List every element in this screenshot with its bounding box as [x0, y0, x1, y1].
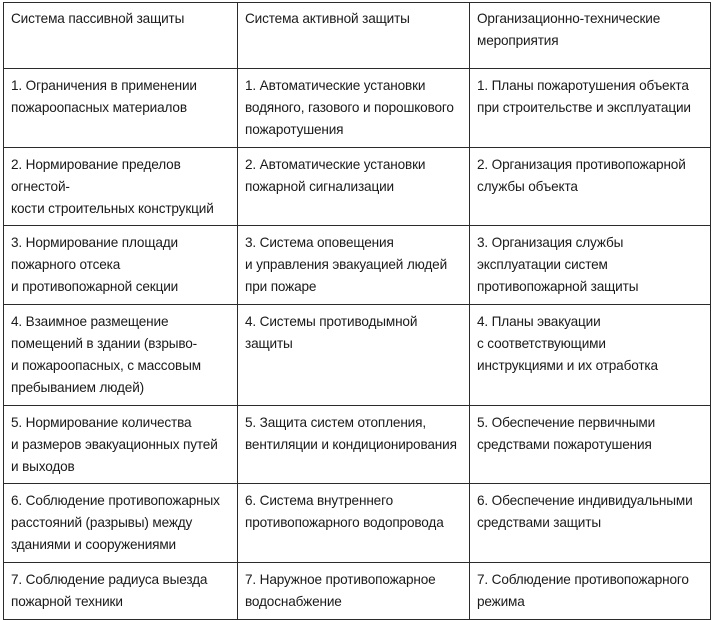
table-cell-organizational: 6. Обеспечение индивидуальными средствами защиты [470, 484, 711, 563]
table-cell-passive: 4. Взаимное размещение помещений в здании (взрыво- и пожароопасных, с массовым пребыванием людей) [4, 305, 238, 406]
table-row [4, 226, 711, 305]
table-cell-passive: 5. Нормирование количества и размеров эвакуационных путей и выходов [4, 406, 238, 484]
table-cell-organizational: 3. Организация службы эксплуатации систем противопожарной защиты [470, 226, 711, 305]
header-active-protection: Система активной защиты [238, 3, 470, 69]
table-cell-organizational: 2. Организация противопожарной службы объекта [470, 148, 711, 226]
table-cell-active: 7. Наружное противопожарное водоснабжение [238, 563, 470, 620]
table-cell-organizational: 4. Планы эвакуации с соответствующими инструкциями и их отработка [470, 305, 711, 406]
table-row [4, 305, 711, 406]
table-cell-organizational: 7. Соблюдение противопожарного режима [470, 563, 711, 620]
table-row [4, 563, 711, 620]
table-cell-passive: 1. Ограничения в применении пожароопасных материалов [4, 69, 238, 148]
table-cell-passive: 2. Нормирование пределов огнестой- кости строительных конструкций [4, 148, 238, 226]
header-passive-protection: Система пассивной защиты [4, 3, 238, 69]
table-cell-passive: 6. Соблюдение противопожарных расстояний (разрывы) между зданиями и сооружениями [4, 484, 238, 563]
fire-protection-table [3, 2, 711, 620]
table-row [4, 148, 711, 226]
table-cell-organizational: 5. Обеспечение первичными средствами пожаротушения [470, 406, 711, 484]
table-row [4, 406, 711, 484]
table-cell-organizational: 1. Планы пожаротушения объекта при строительстве и эксплуатации [470, 69, 711, 148]
table-header-row [4, 3, 711, 69]
table-cell-active: 1. Автоматические установки водяного, газового и порошкового пожаротушения [238, 69, 470, 148]
table-cell-active: 4. Системы противодымной защиты [238, 305, 470, 406]
table-cell-active: 5. Защита систем отопления, вентиляции и кондиционирования [238, 406, 470, 484]
table-cell-passive: 3. Нормирование площади пожарного отсека и противопожарной секции [4, 226, 238, 305]
table-cell-active: 2. Автоматические установки пожарной сигнализации [238, 148, 470, 226]
table-row [4, 69, 711, 148]
table-row [4, 484, 711, 563]
table-cell-active: 3. Система оповещения и управления эвакуацией людей при пожаре [238, 226, 470, 305]
table-cell-active: 6. Система внутреннего противопожарного водопровода [238, 484, 470, 563]
header-organizational-measures: Организационно-технические мероприятия [470, 3, 711, 69]
table-cell-passive: 7. Соблюдение радиуса выезда пожарной техники [4, 563, 238, 620]
